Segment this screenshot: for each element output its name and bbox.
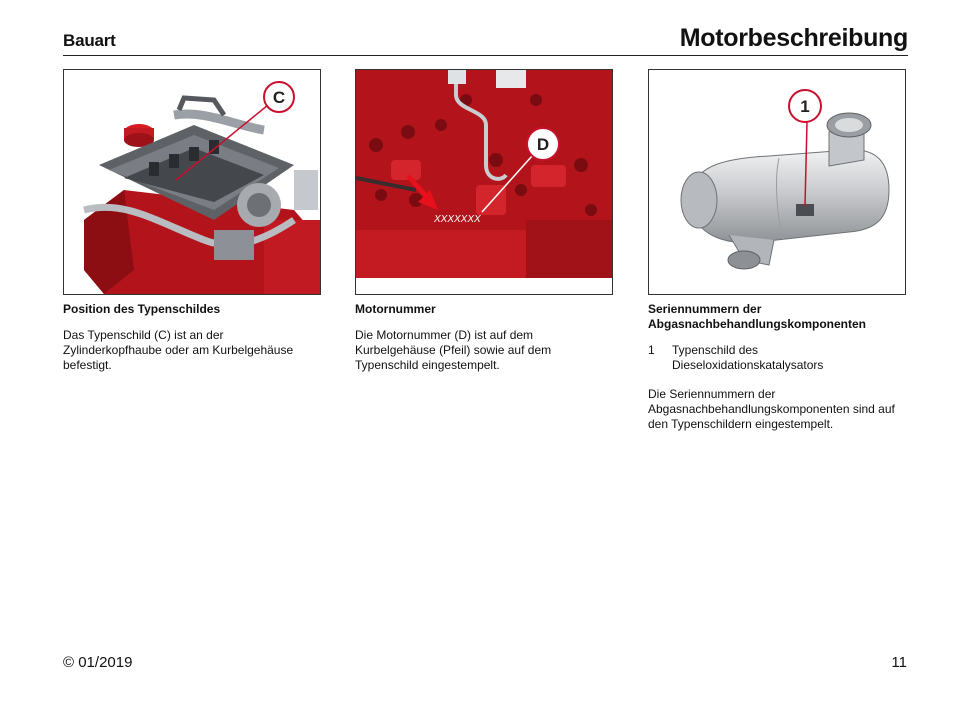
header-section-label: Bauart xyxy=(63,31,116,50)
callout-c-label: C xyxy=(272,88,286,107)
callout-1-label: 1 xyxy=(800,97,810,116)
aftertreatment-illustration xyxy=(649,70,906,294)
serial-numbers-column xyxy=(648,302,910,432)
header-rule xyxy=(63,55,908,56)
legend-item xyxy=(648,343,910,373)
legend-text: Typenschild des Dieseloxidationskatalysators xyxy=(672,343,824,372)
typeplate-position-heading: Position des Typenschildes xyxy=(63,302,221,316)
typeplate-position-body: Das Typenschild (C) ist an der Zylinderkopfhaube oder am Kurbelgehäuse befestigt. xyxy=(63,328,294,372)
engine-number-body: Die Motornummer (D) ist auf dem Kurbelgehäuse (Pfeil) sowie auf dem Typenschild eingestempelt. xyxy=(355,328,552,372)
engine-typeplate-figure xyxy=(63,69,321,295)
legend-number: 1 xyxy=(648,343,655,357)
engine-number-column xyxy=(355,302,605,373)
crankcase-illustration xyxy=(356,70,612,294)
engine-number-heading: Motornummer xyxy=(355,302,436,316)
footer-copyright: © 01/2019 xyxy=(63,654,133,671)
aftertreatment-figure xyxy=(648,69,906,295)
engine-number-figure xyxy=(355,69,613,295)
callout-d-label: D xyxy=(536,135,550,154)
serial-numbers-heading-line1: Seriennummern der xyxy=(648,302,762,316)
page-number: 11 xyxy=(891,654,907,671)
typeplate-position-column xyxy=(63,302,325,373)
stamped-engine-number: XXXXXXX xyxy=(434,214,481,225)
serial-numbers-heading xyxy=(648,302,910,332)
serial-numbers-body: Die Seriennummern der Abgasnachbehandlungskomponenten sind auf den Typenschildern eingestempelt. xyxy=(648,387,895,431)
serial-numbers-heading-line2: Abgasnachbehandlungskomponenten xyxy=(648,317,867,331)
engine-illustration xyxy=(64,70,320,294)
page-title: Motorbeschreibung xyxy=(679,24,908,52)
